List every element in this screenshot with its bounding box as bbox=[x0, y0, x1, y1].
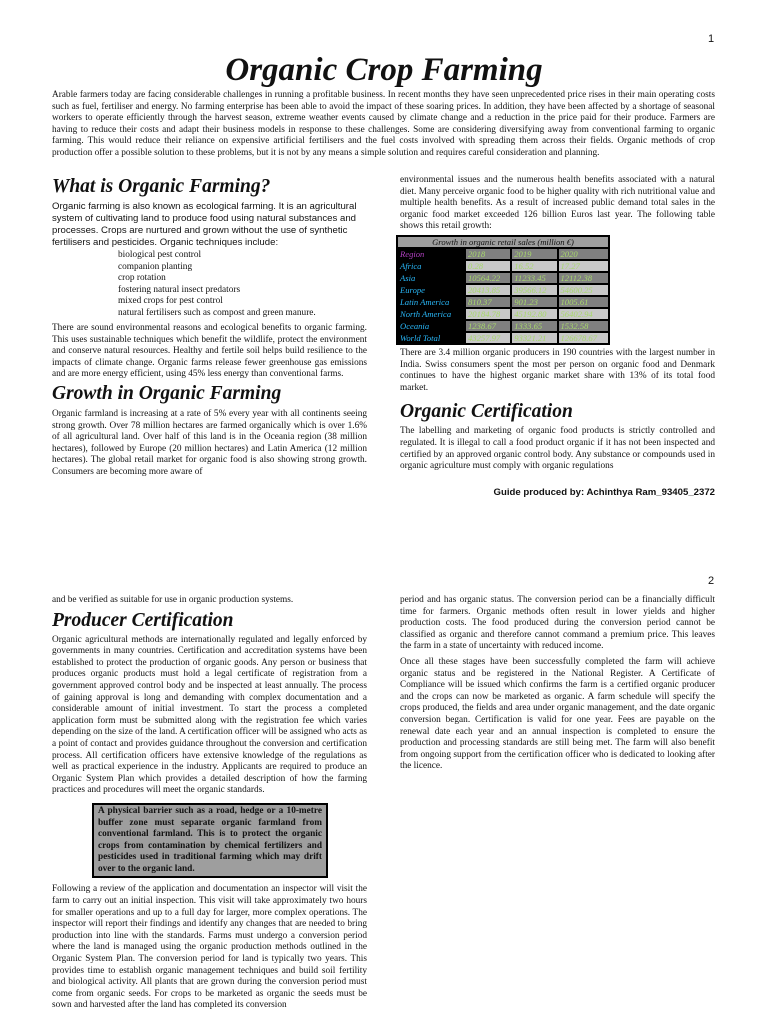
compliance-paragraph: Once all these stages have been successfully completed the farm will achieve organic status and be registered in the National Register. A Certificate of Compliance will be issued which confirms the farm is a certified organic producer and the crops can now be marketed as organic. A farm schedule will specify the crops produced, the fields and area under organic management, and the date organic conversion began. Certification is valid for one year. Fees are payable on the renewal date each year and an annual inspection is completed to ensure the production and processing standards are still being met. The farm will also benefit from ongoing support from the certification officer who is dedicated to looking after the licence. bbox=[400, 656, 715, 772]
section-heading-growth: Growth in Organic Farming bbox=[52, 382, 282, 404]
table-row-label: Europe bbox=[398, 285, 464, 295]
table-cell: 12112.38 bbox=[559, 273, 609, 283]
list-item-text: biological pest control bbox=[118, 250, 202, 260]
table-row-label: Asia bbox=[398, 273, 464, 283]
table-row bbox=[398, 321, 608, 331]
table-cell: 1333.65 bbox=[512, 321, 556, 331]
table-row-label: Latin America bbox=[398, 297, 464, 307]
table-cell: 93321.21 bbox=[512, 333, 556, 343]
table-cell: 43257.97 bbox=[466, 333, 510, 343]
section-heading-what: What is Organic Farming? bbox=[52, 176, 271, 197]
table-row bbox=[398, 297, 608, 307]
table-row bbox=[398, 285, 608, 295]
buffer-zone-callout: A physical barrier such as a road, hedge or a 10-metre buffer zone must separate organic farmland from conventional farmland. This is to protect the organic crops from contamination by chemical fertilizers and pesticides used in traditional farming which may drift over to the organic land. bbox=[92, 803, 328, 879]
left-column bbox=[52, 175, 367, 479]
table-cell: 11233.45 bbox=[512, 273, 556, 283]
table-cell: 901.23 bbox=[512, 297, 556, 307]
table-cell: 20184.78 bbox=[466, 309, 510, 319]
list-item-text: crop rotation bbox=[118, 273, 166, 283]
table-row bbox=[398, 261, 608, 271]
table-cell: 17.27 bbox=[559, 261, 609, 271]
producer-paragraph: Organic agricultural methods are internationally regulated and legally enforced by governments in many countries. Certification and accreditation systems have been established to protect the production of organic goods. Any person or business that produces organic products must hold a legal certificate of registration from a government approved control body and be inspected at least annually. The process of gaining approval is long and demanding with complex documentation and a considerable amount of initial investment. To start the process a completed application form must be submitted along with the registration fee which varies depending on the size of the land. A certification officer will be assigned who acts as a point of contact and provides guidance throughout the conversion and certification process. All certification officers have extensive knowledge of the regulations as well as practical experience in the industry. Applicants are required to produce an Organic System Plan which provides a detailed description of how the farming practices and procedures will meet the organic standards. bbox=[52, 634, 367, 796]
list-item-text: natural fertilisers such as compost and green manure. bbox=[118, 307, 316, 318]
what-paragraph: Organic farming is also known as ecological farming. It is an agricultural system of cultivating land to produce food using natural substances and processes. Crops are nurtured and grown without the use of synthetic fertilisers and pesticides. Organic techniques include: bbox=[52, 201, 357, 248]
certification-paragraph: The labelling and marketing of organic food products is strictly controlled and regulated. It is illegal to call a food product organic if it has not been inspected and certified by an approved organic control body. Any substance or compounds used in organic agriculture must comply with organic regulations bbox=[400, 426, 715, 472]
list-item bbox=[104, 296, 367, 308]
market-paragraph: environmental issues and the numerous health benefits associated with a natural diet. Many perceive organic food to be higher quality with rich nutritional value and multiple health benefits. As a result of increased public demand total sales in the organic food market exceeded 126 billion Euros last year. The following table shows this retail growth: bbox=[400, 175, 715, 232]
reasons-paragraph: There are sound environmental reasons and ecological benefits to organic farming. This uses sustainable techniques which benefit the wildlife, protect the environment and conserve natural resources. Healthy and fertile soil helps build resilience to the impacts of climate change. Organic farms release fewer greenhouse gas emissions and are more energy efficient, using 45% less energy than conventional farms. bbox=[52, 323, 367, 380]
retail-sales-table bbox=[396, 235, 610, 345]
list-item-text: companion planting bbox=[118, 261, 193, 272]
table-cell: 10564.22 bbox=[466, 273, 510, 283]
techniques-list bbox=[104, 250, 367, 319]
section-heading-producer: Producer Certification bbox=[52, 609, 234, 631]
table-cell: 810.37 bbox=[466, 297, 510, 307]
table-row-label: North America bbox=[398, 309, 464, 319]
table-cell: 1532.58 bbox=[559, 321, 609, 331]
table-cell: 1005.61 bbox=[559, 297, 609, 307]
table-cell: 54600.25 bbox=[559, 285, 609, 295]
page-number-2: 2 bbox=[708, 575, 715, 587]
table-row bbox=[398, 333, 608, 343]
table-cell: 39566.12 bbox=[512, 285, 556, 295]
table-row bbox=[398, 273, 608, 283]
inspection-paragraph: Following a review of the application and documentation an inspector will visit the farm to carry out an initial inspection. This visit will take approximately two hours for smaller operations and up to a full day for larger, more complex operations. The inspector will report their findings and identify any changes that are needed to bring production into line with the standards. Farms must undergo a conversion period where the land is managed using the organic production methods outlined in the Organic System Plan. The conversion period for land is typically two years. This provides time to establish organic management techniques and build soil fertility and biological activity. All plants that are grown during the conversion period must come from organic seeds. For crops to be marketed as organic the seeds must be sown and harvested after the land has completed its conversion bbox=[52, 884, 367, 1011]
continued-paragraph: and be verified as suitable for use in organic production systems. bbox=[52, 595, 294, 605]
guide-credit: Guide produced by: Achinthya Ram_93405_2372 bbox=[493, 486, 715, 498]
list-item bbox=[104, 285, 367, 297]
table-cell: 0.28 bbox=[466, 261, 510, 271]
list-item bbox=[104, 273, 367, 285]
intro-paragraph: Arable farmers today are facing considerable challenges in running a profitable business. In recent months they have seen unprecedented price rises in their main operating costs such as fuel, fertiliser and energy. No farming enterprise has been able to avoid the impact of these soaring prices. In addition, they have been affected by a shortage of seasonal workers to operate efficiently through the harvest season, extreme weather events caused by climate change and a reduction in the price paid for their produce. Farmers are having to reduce their costs and adapt their business models in response to these challenges. Some are considering diversifying away from conventional farming to organic farming. This would reduce their reliance on expensive artificial fertilisers and the fuel costs involved with spreading them across their fields. Organic methods of crop production offer a possible solution to these problems, but it is not by any means a simple solution and requires careful consideration and planning. bbox=[52, 90, 715, 158]
left-column-2 bbox=[52, 595, 367, 1012]
table-cell: 1238.67 bbox=[466, 321, 510, 331]
table-cell: 56402.94 bbox=[559, 309, 609, 319]
table-caption: Growth in organic retail sales (million €) bbox=[398, 237, 608, 247]
table-row-label: Africa bbox=[398, 261, 464, 271]
table-cell: 126678.67 bbox=[559, 333, 609, 343]
list-item-text: mixed crops for pest control bbox=[118, 296, 223, 306]
page-title: Organic Crop Farming bbox=[225, 52, 543, 88]
producers-paragraph: There are 3.4 million organic producers in 190 countries with the largest number in India. Swiss consumers spent the most per person on organic food and Denmark continues to have the highest organic market share with 13% of its total food market. bbox=[400, 347, 715, 393]
table-row bbox=[398, 249, 608, 259]
conversion-paragraph: period and has organic status. The conversion period can be a financially difficult time for farmers. Organic methods often result in lower yields and higher production costs. The food produced during the conversion period cannot be classified as organic and therefore cannot command a premium price. This leaves the farm in a state of uncertainty with reduced income. bbox=[400, 595, 715, 652]
table-cell: 2019 bbox=[512, 249, 556, 259]
table-cell: 45192.80 bbox=[512, 309, 556, 319]
table-row-label: Oceania bbox=[398, 321, 464, 331]
list-item bbox=[104, 308, 367, 320]
page-number: 1 bbox=[708, 33, 715, 45]
right-column-2 bbox=[400, 595, 715, 773]
table-row bbox=[398, 309, 608, 319]
table-cell: 20413.85 bbox=[466, 285, 510, 295]
list-item bbox=[104, 262, 367, 274]
list-item bbox=[104, 250, 367, 262]
growth-paragraph: Organic farmland is increasing at a rate of 5% every year with all continents seeing strong growth. Over 78 million hectares are farmed organically which is over 1.6% of all agricultural land. Over half of this land is in the Oceania region (38 million hectares), followed by Europe (20 million hectares) and Latin America (12 million hectares). The global retail market for organic food is also showing strong growth. Consumers are becoming more aware of bbox=[52, 408, 367, 477]
section-heading-certification: Organic Certification bbox=[400, 401, 573, 423]
table-row-label: World Total bbox=[398, 333, 464, 343]
table-cell: 16.52 bbox=[512, 261, 556, 271]
table-cell: 2020 bbox=[559, 249, 609, 259]
list-item-text: fostering natural insect predators bbox=[118, 284, 241, 295]
table-cell: 2018 bbox=[466, 249, 510, 259]
table-row-label: Region bbox=[398, 249, 464, 259]
right-column bbox=[400, 175, 715, 498]
